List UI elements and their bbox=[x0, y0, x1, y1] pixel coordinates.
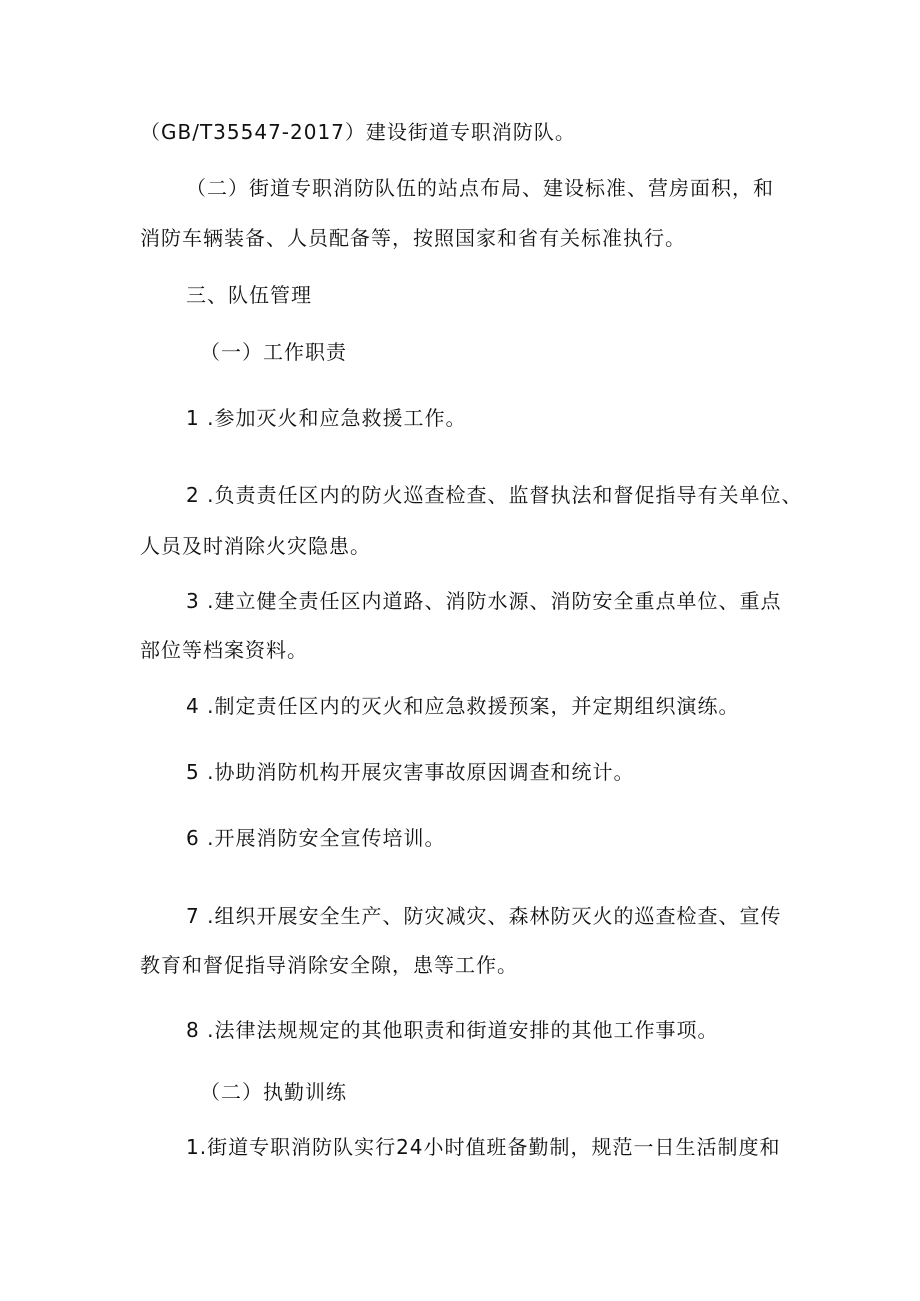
list-item-6: 6 .开展消防安全宣传培训。 bbox=[186, 826, 446, 850]
list-item-5: 5 .协助消防机构开展灾害事故原因调查和统计。 bbox=[186, 760, 635, 784]
list-item-7: 7 .组织开展安全生产、防灾减灾、森林防灭火的巡查检查、宣传 bbox=[186, 904, 782, 928]
list-item-7-continued: 教育和督促指导消除安全隙，患等工作。 bbox=[140, 953, 518, 977]
training-item-1: 1.街道专职消防队实行24小时值班备勤制，规范一日生活制度和 bbox=[186, 1135, 781, 1159]
list-item-1: 1 .参加灭火和应急救援工作。 bbox=[186, 406, 467, 430]
list-item-2-continued: 人员及时消除火灾隐患。 bbox=[140, 534, 371, 558]
text-line-gb-standard: （GB/T35547-2017）建设街道专职消防队。 bbox=[140, 120, 576, 144]
heading-team-management: 三、队伍管理 bbox=[186, 283, 312, 307]
list-item-2: 2 .负责责任区内的防火巡查检查、监督执法和督促指导有关单位、 bbox=[186, 483, 803, 507]
list-item-4: 4 .制定责任区内的灭火和应急救援预案，并定期组织演练。 bbox=[186, 694, 740, 718]
list-item-3-continued: 部位等档案资料。 bbox=[140, 638, 308, 662]
heading-work-duties: （一）工作职责 bbox=[200, 340, 347, 364]
list-item-8: 8 .法律法规规定的其他职责和街道安排的其他工作事项。 bbox=[186, 1018, 719, 1042]
list-item-3: 3 .建立健全责任区内道路、消防水源、消防安全重点单位、重点 bbox=[186, 589, 782, 613]
heading-duty-training: （二）执勤训练 bbox=[200, 1080, 347, 1104]
text-line-section-2-layout: （二）街道专职消防队伍的站点布局、建设标准、营房面积，和 bbox=[186, 176, 774, 200]
text-line-section-2-equipment: 消防车辆装备、人员配备等，按照国家和省有关标准执行。 bbox=[140, 226, 686, 250]
